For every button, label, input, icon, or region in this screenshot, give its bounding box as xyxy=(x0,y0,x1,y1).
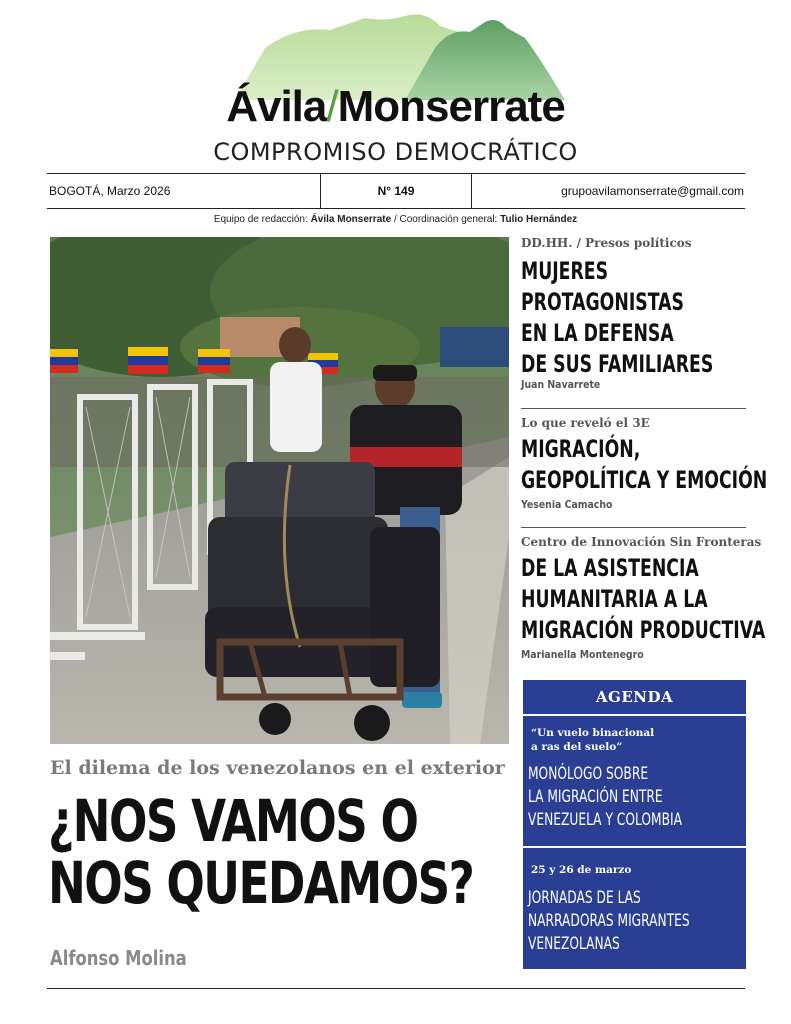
agenda-subtitle-line: 25 y 26 de marzo xyxy=(531,864,632,876)
city-date: BOGOTÁ, Marzo 2026 xyxy=(49,184,171,198)
agenda-item-title[interactable] xyxy=(528,763,730,832)
story-author: Juan Navarrete xyxy=(521,378,601,391)
editorial-label: Equipo de redacción: xyxy=(213,214,308,225)
agenda-title-line: MONÓLOGO SOBRE xyxy=(528,764,649,784)
issue-number: N° 149 xyxy=(320,174,472,208)
editorial-credits xyxy=(0,214,791,225)
story-title xyxy=(521,553,766,646)
agenda-divider xyxy=(523,846,746,848)
story-title-line: DE LA ASISTENCIA xyxy=(521,554,699,582)
coordination-value: Tulio Hernández xyxy=(500,214,578,225)
cover-photo-migrants-with-luggage xyxy=(50,237,509,744)
contact-email[interactable]: grupoavilamonserrate@gmail.com xyxy=(561,184,744,198)
agenda-header: AGENDA xyxy=(595,688,674,706)
story-section: DD.HH. / Presos políticos xyxy=(521,236,692,250)
main-story-author: Alfonso Molina xyxy=(50,946,187,970)
story-migration-geopolitics[interactable] xyxy=(521,416,768,511)
agenda-item-title[interactable] xyxy=(528,887,730,956)
story-divider xyxy=(521,408,746,409)
story-title xyxy=(521,256,751,380)
headline-line: ¿NOS VAMOS O xyxy=(48,787,418,855)
story-title-line: EN LA DEFENSA xyxy=(521,319,674,347)
story-author: Yesenia Camacho xyxy=(521,498,613,511)
agenda-title-line: JORNADAS DE LAS xyxy=(528,888,641,908)
story-humanitarian-assistance[interactable] xyxy=(521,535,766,661)
brand-subtitle: COMPROMISO DEMOCRÁTICO xyxy=(213,138,578,166)
headline-line: NOS QUEDAMOS? xyxy=(48,849,474,917)
story-title-line: MIGRACIÓN, xyxy=(521,435,641,463)
main-story-headline[interactable] xyxy=(48,787,474,917)
story-author: Marianella Montenegro xyxy=(521,648,644,661)
agenda-item-date xyxy=(531,863,631,877)
masthead-divider-bottom xyxy=(47,208,745,209)
editorial-value: Ávila Monserrate xyxy=(310,214,392,225)
story-title-line: MUJERES xyxy=(521,257,609,285)
brand-title: Ávila/Monserrate xyxy=(226,82,565,131)
agenda-item-subtitle xyxy=(531,726,654,754)
agenda-title-line: LA MIGRACIÓN ENTRE xyxy=(528,787,663,807)
main-story-kicker: El dilema de los venezolanos en el exterior xyxy=(50,757,505,779)
story-title-line: PROTAGONISTAS xyxy=(521,288,684,316)
story-divider xyxy=(521,527,746,528)
story-section: Centro de Innovación Sin Fronteras xyxy=(521,535,762,549)
story-political-prisoners[interactable] xyxy=(521,236,746,391)
agenda-subtitle-line: “Un vuelo binacional xyxy=(531,727,655,739)
agenda-title-line: VENEZUELA Y COLOMBIA xyxy=(528,810,682,830)
footer-divider xyxy=(47,988,745,989)
story-title xyxy=(521,434,768,496)
story-title-line: DE SUS FAMILIARES xyxy=(521,350,714,378)
story-title-line: MIGRACIÓN PRODUCTIVA xyxy=(521,616,766,644)
agenda-divider xyxy=(523,714,746,716)
story-title-line: HUMANITARIA A LA xyxy=(521,585,708,613)
story-title-line: GEOPOLÍTICA Y EMOCIÓN xyxy=(521,466,768,494)
agenda-title-line: VENEZOLANAS xyxy=(528,934,620,954)
story-section: Lo que reveló el 3E xyxy=(521,416,650,430)
agenda-title-line: NARRADORAS MIGRANTES xyxy=(528,911,690,931)
agenda-subtitle-line: a ras del suelo” xyxy=(531,741,623,753)
coordination-label: / Coordinación general: xyxy=(393,214,498,225)
info-bar xyxy=(47,174,745,208)
agenda-box xyxy=(523,680,746,969)
